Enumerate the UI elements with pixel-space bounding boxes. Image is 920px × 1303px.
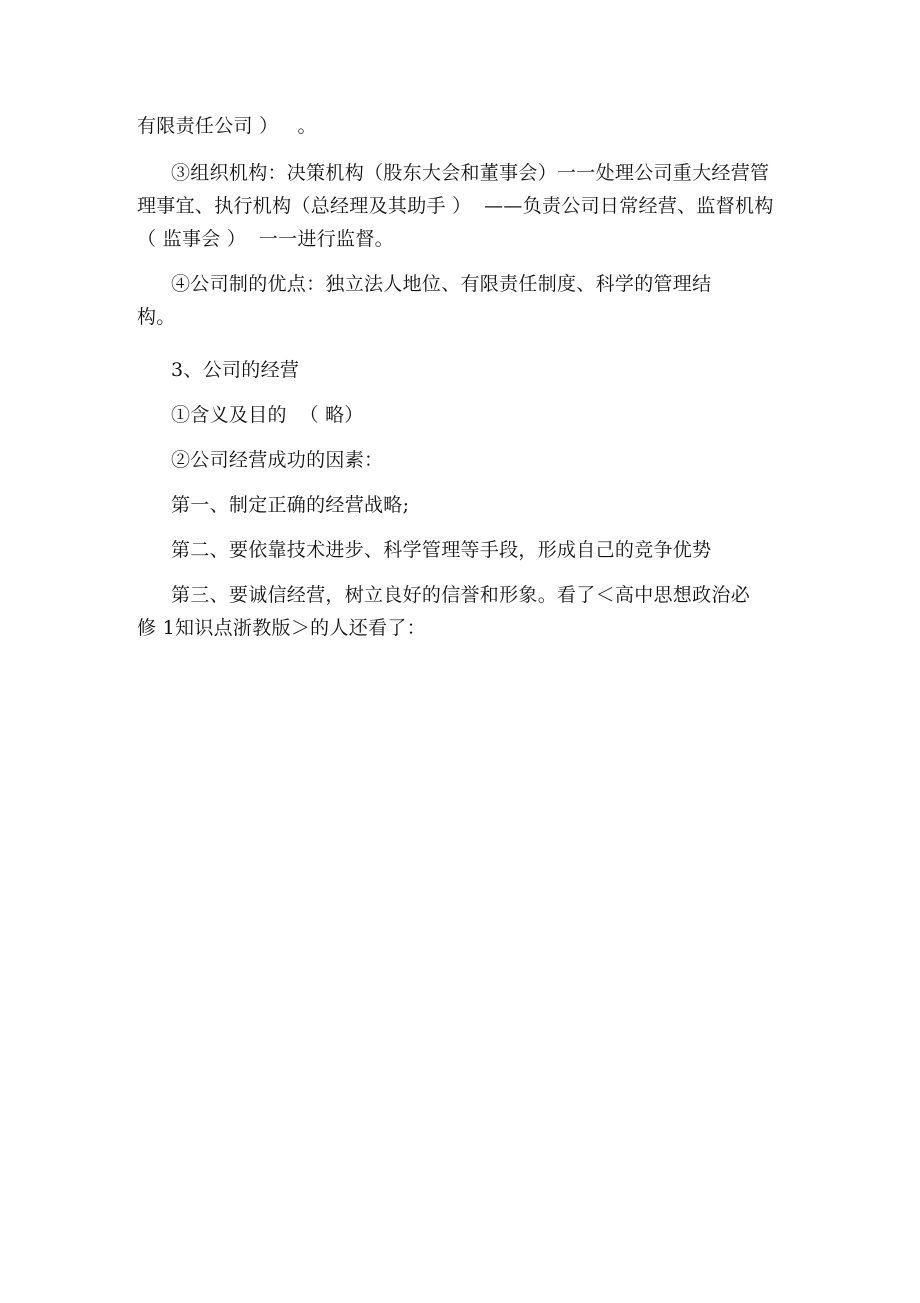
paragraph-factor-three: 第三、要诚信经营，树立良好的信誉和形象。看了＜高中思想政治必修 1知识点浙教版＞的人还看了： (137, 584, 751, 639)
section-heading-company-operation: 3、公司的经营 (171, 359, 300, 381)
paragraph-success-factors: ②公司经营成功的因素： (171, 449, 384, 471)
paragraph-factor-two: 第二、要依靠技术进步、科学管理等手段，形成自己的竞争优势 (171, 539, 712, 561)
paragraph-company-type-end: 有限责任公司 ） 。 (137, 115, 317, 137)
paragraph-factor-one: 第一、制定正确的经营战略; (171, 494, 410, 516)
paragraph-organization-structure: ③组织机构：决策机构（股东大会和董事会）一一处理公司重大经营管理事宜、执行机构（总经理及其助手 ） ——负责公司日常经营、监督机构 （ 监事会 ） 一一进行监督。 (137, 162, 787, 250)
paragraph-company-advantages: ④公司制的优点：独立法人地位、有限责任制度、科学的管理结构。 (137, 273, 712, 328)
paragraph-meaning-purpose: ①含义及目的 （ 略） (171, 404, 364, 426)
document-body (137, 110, 797, 645)
